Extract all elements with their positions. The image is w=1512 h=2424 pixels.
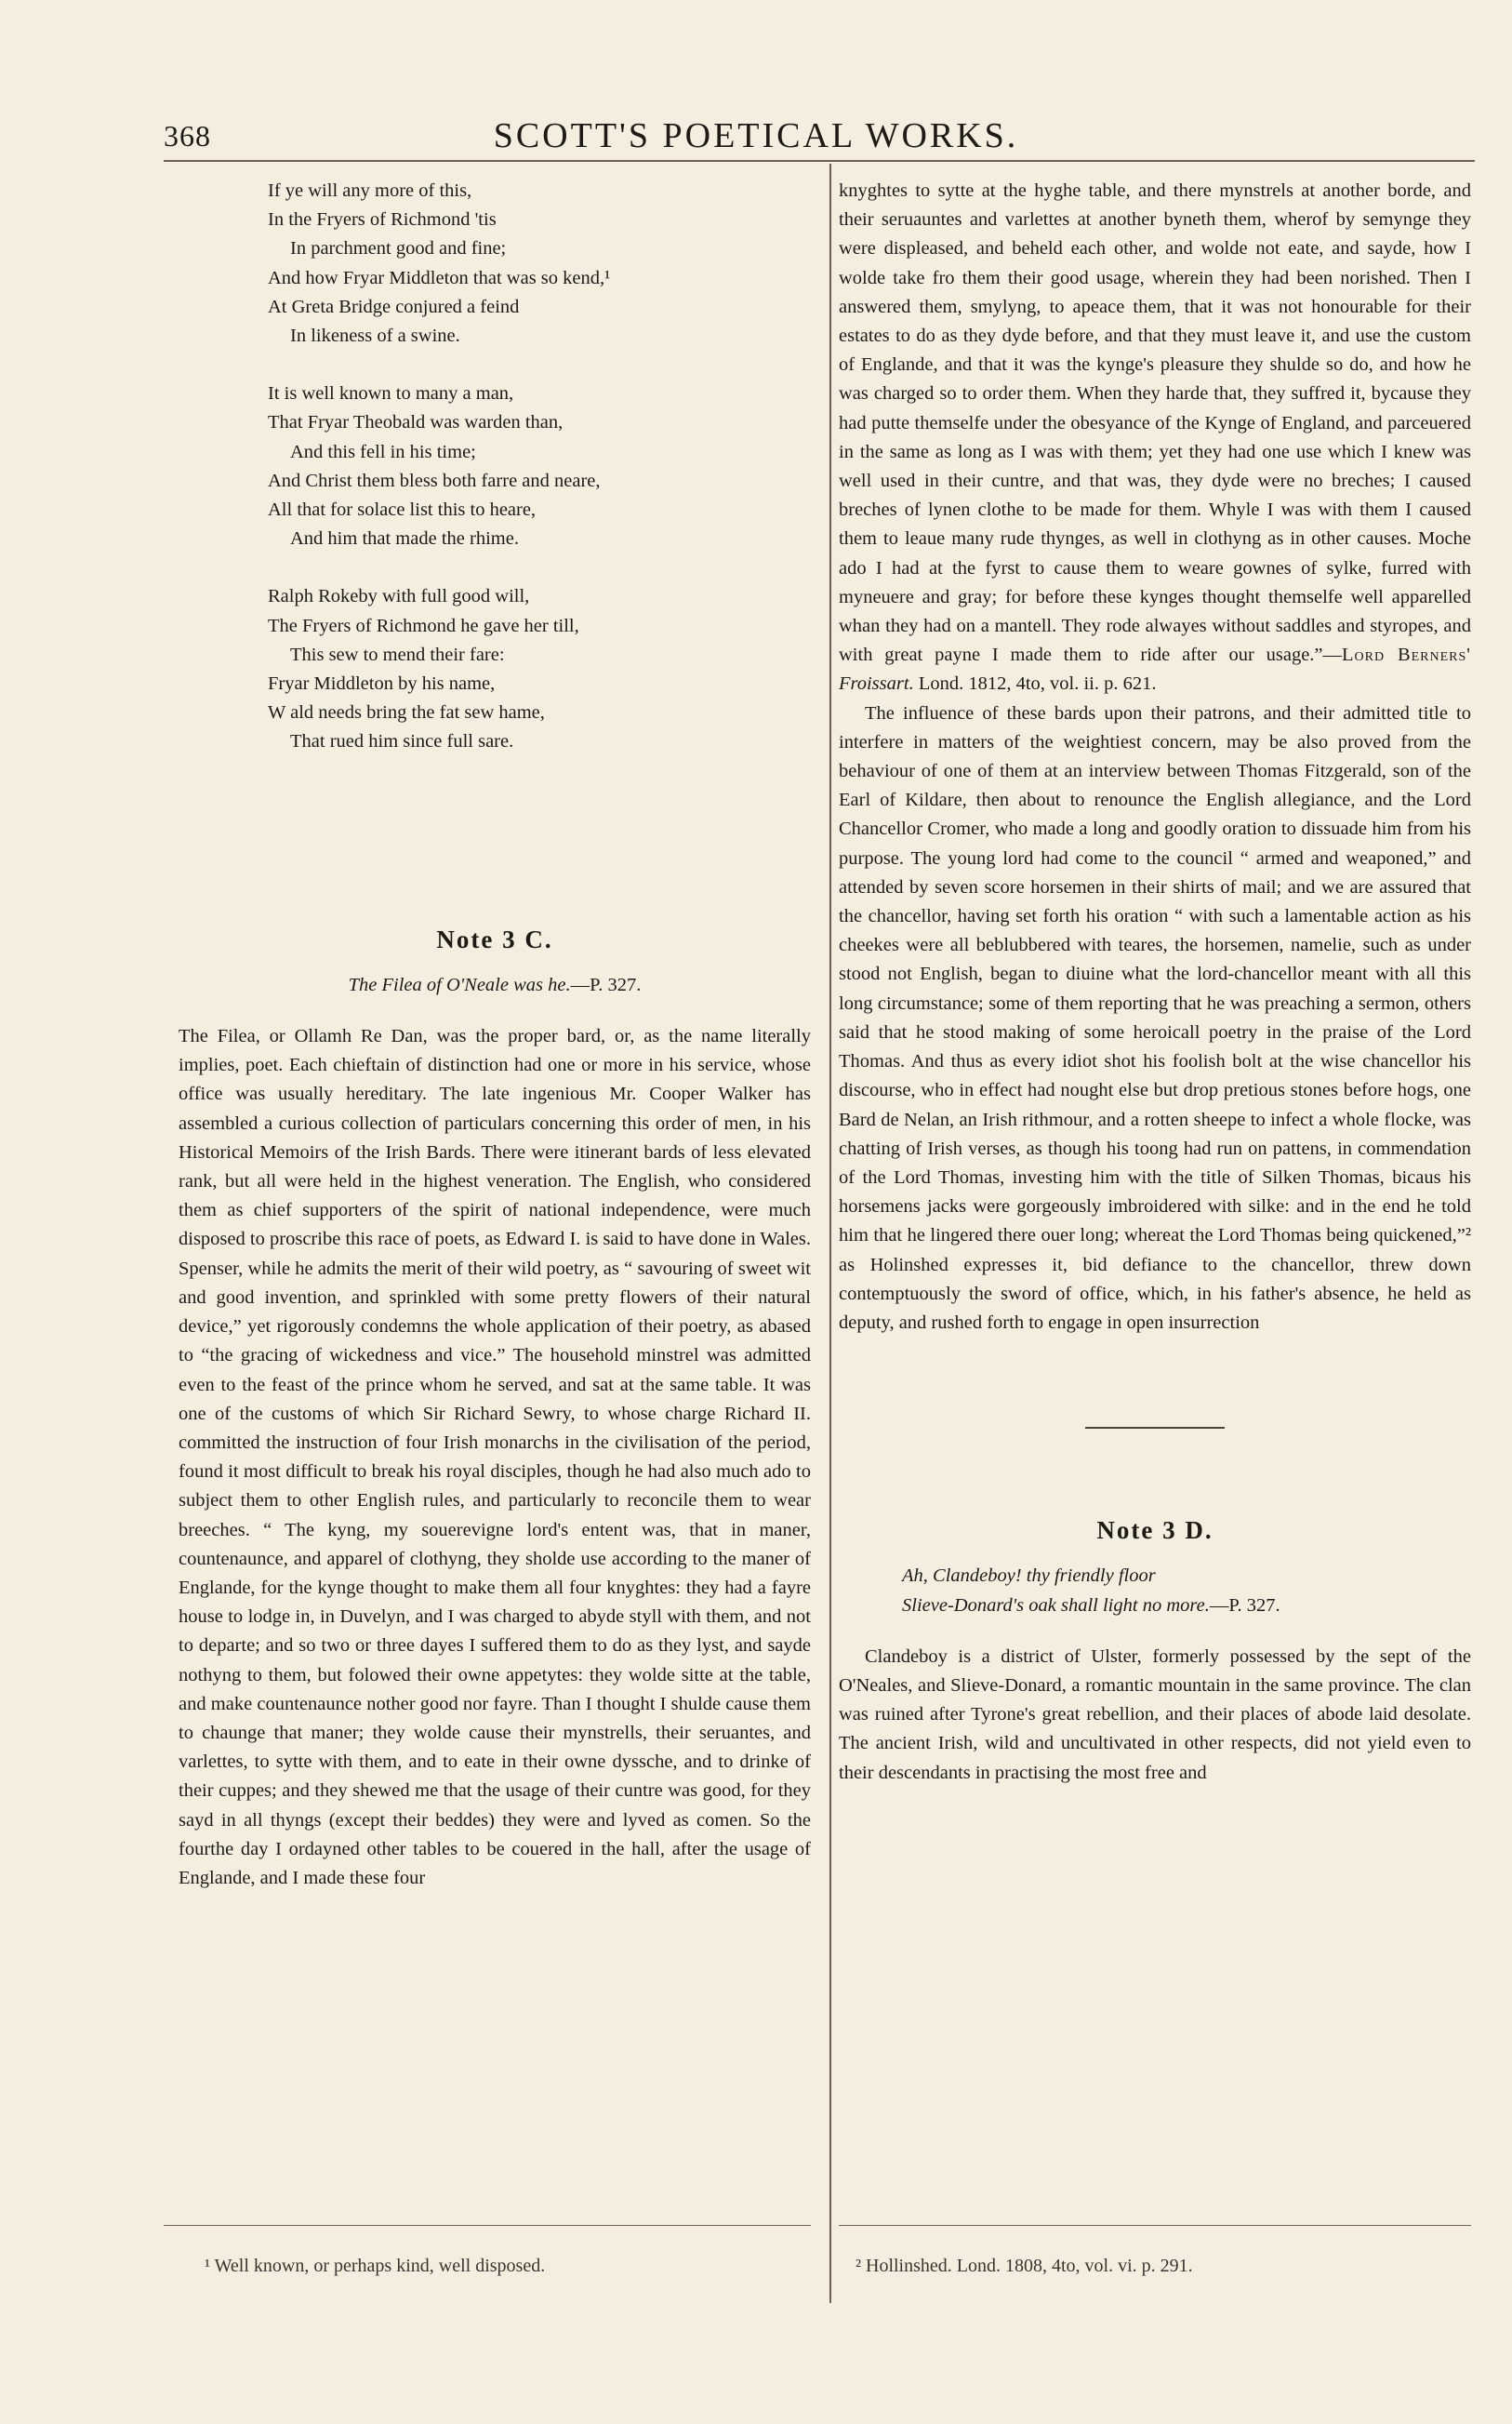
- footnote-left: ¹ Well known, or perhaps kind, well disposed.: [205, 2256, 546, 2276]
- footnote-right: ² Hollinshed. Lond. 1808, 4to, vol. vi. p. 291.: [855, 2256, 1193, 2276]
- note-reference: [179, 971, 811, 1000]
- running-title: SCOTT'S POETICAL WORKS.: [493, 116, 1019, 155]
- right-column: [839, 177, 1471, 1788]
- header-rule: [164, 160, 1475, 162]
- froissart-quote-continuation: [839, 177, 1471, 699]
- stanza-2: [268, 380, 811, 553]
- note-reference-page: —P. 327.: [1209, 1594, 1280, 1616]
- note-3d-paragraph: Clandeboy is a district of Ulster, formerly possessed by the sept of the O'Neales, and Slieve-Donard, a romantic mountain in the same province. The clan was ruined after Tyrone's great rebellion, and their places of abode laid desolate. The ancient Irish, wild and uncultivated in other respects, did not yield even to their descendants in practising the most free and: [839, 1645, 1471, 1783]
- poem-line: That rued him since full sare.: [290, 731, 514, 753]
- poem-line: This sew to mend their fare:: [290, 644, 505, 665]
- poem-line: And this fell in his time;: [290, 441, 476, 462]
- poem-line: At Greta Bridge conjured a feind: [268, 296, 520, 317]
- poem-line: In the Fryers of Richmond 'tis: [268, 209, 497, 231]
- spacer: [839, 1429, 1471, 1516]
- poem-line: The Fryers of Richmond he gave her till,: [268, 615, 579, 636]
- citation-details: Lond. 1812, 4to, vol. ii. p. 621.: [918, 673, 1157, 695]
- note-reference-page: —P. 327.: [570, 974, 642, 995]
- note-reference: [839, 1562, 1471, 1619]
- note-heading-3d: Note 3 D.: [1096, 1516, 1214, 1545]
- poem-line: If ye will any more of this,: [268, 180, 472, 201]
- froissart-quote-text: knyghtes to sytte at the hyghe table, and there mynstrels at another borde, and their seruauntes and varlettes at another byneth them, wherof by semynge they were displeased, and beheld each other, and wolde not eate, and sayde, how I wolde take fro them their good usage, wherein they had been norished. Then I answered them, smylyng, to apeace them, that it was not honourable for their estates to do as they dyde before, and that they must leave it, and use the custom of Englande, and that it was the kynge's pleasure they shulde so do, and how he was charged so to order them. When they harde that, they suffred it, bycause they had putte themselfe under the obesyance of the Kynge of England, and parceuered in the same as long as I was with them; yet they had one use which I knew was well used in their cuntre, and that was, they dyde were no breches; I caused breches of lynen clothe to be made for them. Whyle I was with them I caused them to leaue many rude thynges, as well in clothyng as in other causes. Moche ado I had at the fyrst to cause them to weare gownes of sylke, furred with myneuere and gray; for before these kynges thought themselfe well apparelled whan they had on a mantell. They rode alwayes without saddles and styropes, and with great payne I made them to ride after our usage.”—: [839, 180, 1471, 666]
- spacer: [179, 786, 811, 926]
- poem-line: Ralph Rokeby with full good will,: [268, 586, 530, 607]
- note-reference-line: Slieve-Donard's oak shall light no more.: [902, 1594, 1210, 1616]
- poem-line: In parchment good and fine;: [290, 238, 507, 260]
- note-3c-paragraph: The Filea, or Ollamh Re Dan, was the proper bard, or, as the name literally implies, poet. Each chieftain of distinction had one or more in his service, whose office was usually hereditary. The late ingenious Mr. Cooper Walker has assembled a curious collection of particulars concerning this order of men, in his Historical Memoirs of the Irish Bards. There were itinerant bards of less elevated rank, but all were held in the highest veneration. The English, who considered them as chief supporters of the spirit of national independence, were much disposed to proscribe this race of poets, as Edward I. is said to have done in Wales. Spenser, while he admits the merit of their wild poetry, as “ savouring of sweet wit and good invention, and sprinkled with some pretty flowers of their natural device,” yet rigorously condemns the whole application of their poetry, as abased to “the gracing of wickedness and vice.” The household minstrel was admitted even to the feast of the prince whom he served, and sat at the same table. It was one of the customs of which Sir Richard Sewry, to whose charge Richard II. committed the instruction of four Irish monarchs in the civilisation of the period, found it most difficult to break his royal disciples, though he had also much ado to subject them to other English rules, and particularly to reconcile them to wear breeches. “ The kyng, my souerevigne lord's entent was, that in maner, countenaunce, and apparel of clothyng, they sholde use according to the maner of Englande, for the kynge thought to make them all four knyghtes: they had a fayre house to lodge in, in Duvelyn, and I was charged to abyde styll with them, and not to departe; and so two or three dayes I suffered them to do as they lyst, and sayde nothyng to them, but folowed their owne appetytes: they wolde sitte at the table, and make countenaunce nother good nor fayre. Than I thought I shulde cause them to chaunge that maner; they wolde cause their mynstrells, their seruantes, and varlettes, to sytte with them, and to eate in their owne dyssche, and to drinke of their cuppes; and they shewed me that the usage of their cuntre was good, for they sayd in all thyngs (except their beddes) they were and lyved as comen. So the fourthe day I ordayned other tables to be couered in the hall, after the usage of Englande, and I made these four: [179, 1026, 811, 1888]
- poem-line: And him that made the rhime.: [290, 528, 519, 550]
- column-divider: [829, 164, 831, 2303]
- note-heading-3c: Note 3 C.: [436, 925, 553, 953]
- citation-work: Froissart.: [839, 673, 914, 695]
- spacer: [839, 1338, 1471, 1427]
- poem-line: In likeness of a swine.: [290, 326, 460, 347]
- poem-line: That Fryar Theobald was warden than,: [268, 412, 564, 433]
- stanza-1: [268, 177, 811, 351]
- note-reference-quote: The Filea of O'Neale was he.: [348, 974, 571, 995]
- citation-author: Lord Berners': [1342, 645, 1471, 666]
- left-column: [179, 177, 811, 1893]
- poem-line: And Christ them bless both farre and neare,: [268, 470, 601, 491]
- poem-line: All that for solace list this to heare,: [268, 499, 537, 521]
- poem-line: W ald needs bring the fat sew hame,: [268, 702, 545, 724]
- holinshed-paragraph: The influence of these bards upon their patrons, and their admitted title to interfere in matters of the weightiest concern, may be also proved from the behaviour of one of them at an interview between Thomas Fitzgerald, son of the Earl of Kildare, then about to renounce the English allegiance, and the Lord Chancellor Cromer, who made a long and goodly oration to dissuade him from his purpose. The young lord had come to the council “ armed and weaponed,” and attended by seven score horsemen in their shirts of mail; and we are assured that the chancellor, having set forth his oration “ with such a lamentable action as his cheekes were all beblubbered with teares, the horsemen, namelie, such as under stood not English, began to diuine what the lord-chancellor meant with all this long circumstance; some of them reporting that he was preaching a sermon, others said that he stood making of some heroicall poetry in the praise of the Lord Thomas. And thus as every idiot shot his foolish bolt at the wise chancellor his discourse, who in effect had nought else but drop pretious stones before hogs, one Bard de Nelan, an Irish rithmour, and a rotten sheepe to infect a whole flocke, was chatting of Irish verses, as though his toong had run on pattens, in commendation of the Lord Thomas, investing him with the title of Silken Thomas, bicaus his horsemens jacks were gorgeously imbroidered with silke: and in the end he told him that he lingered there ouer long; whereat the Lord Thomas being quickened,”² as Holinshed expresses it, bid defiance to the chancellor, threw down contemptuously the sword of office, which, in his father's absence, he held as deputy, and rushed forth to engage in open insurrection: [839, 702, 1471, 1333]
- footnote-rule-left: [164, 2225, 811, 2226]
- poem-line: Fryar Middleton by his name,: [268, 673, 496, 695]
- poem-line: It is well known to many a man,: [268, 383, 514, 405]
- page-number: 368: [164, 119, 211, 153]
- stanza-3: [268, 582, 811, 756]
- ballad-excerpt: [268, 177, 811, 757]
- footnote-rule-right: [839, 2225, 1471, 2226]
- poem-line: And how Fryar Middleton that was so kend,¹: [268, 267, 611, 288]
- note-reference-line: Ah, Clandeboy! thy friendly floor: [902, 1565, 1156, 1587]
